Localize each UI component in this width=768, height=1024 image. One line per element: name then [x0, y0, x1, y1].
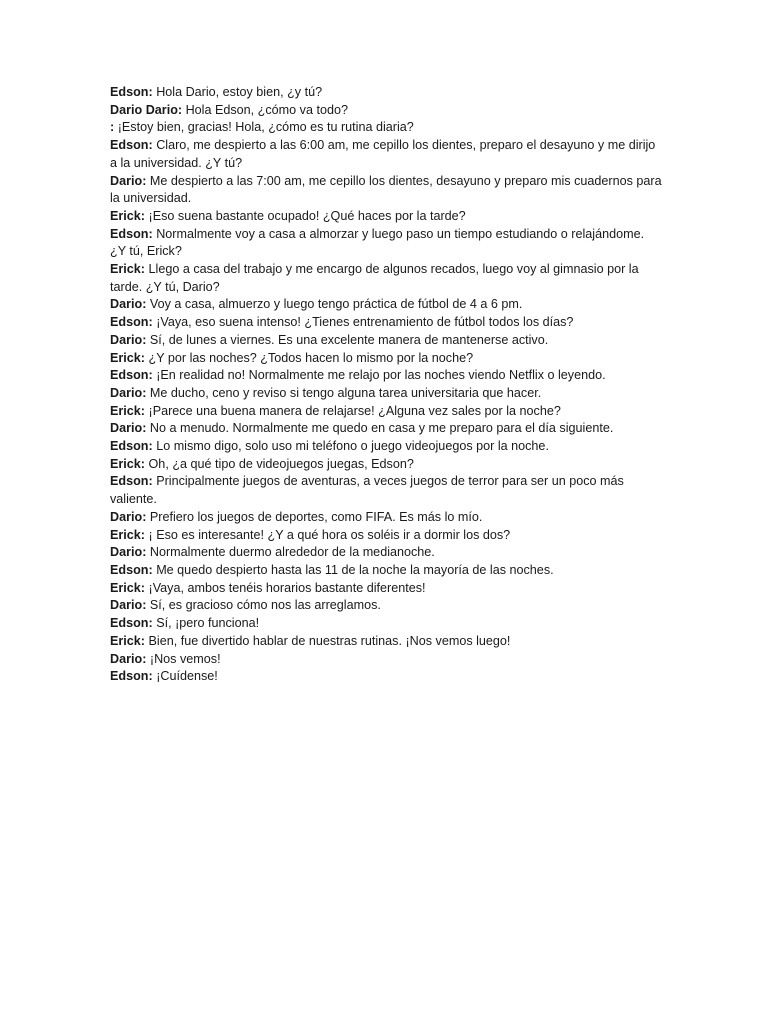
- dialogue-line: [110, 633, 662, 651]
- dialogue-line: [110, 385, 662, 403]
- dialogue-line: [110, 119, 662, 137]
- utterance-text: Normalmente voy a casa a almorzar y luego paso un tiempo estudiando o relajándome. ¿Y tú, Erick?: [110, 226, 645, 259]
- speaker-name: Dario:: [110, 509, 147, 524]
- speaker-name: Erick:: [110, 403, 146, 418]
- dialogue-line: [110, 438, 662, 456]
- utterance-text: Oh, ¿a qué tipo de videojuegos juegas, Edson?: [148, 456, 414, 471]
- dialogue-line: [110, 296, 662, 314]
- utterance-text: Hola Dario, estoy bien, ¿y tú?: [156, 85, 323, 99]
- speaker-name: Edson:: [110, 562, 153, 577]
- dialogue-line: [110, 580, 662, 598]
- dialogue-line: [110, 314, 662, 332]
- speaker-name: Dario Dario:: [110, 102, 183, 117]
- dialogue-line: [110, 527, 662, 545]
- dialogue-line: [110, 84, 662, 102]
- utterance-text: ¡Vaya, ambos tenéis horarios bastante diferentes!: [148, 580, 426, 595]
- dialogue-line: [110, 137, 662, 172]
- speaker-name: :: [110, 120, 115, 135]
- dialogue-line: [110, 420, 662, 438]
- dialogue-line: [110, 332, 662, 350]
- speaker-name: Dario:: [110, 598, 147, 613]
- utterance-text: ¡Vaya, eso suena intenso! ¿Tienes entrenamiento de fútbol todos los días?: [156, 315, 574, 330]
- speaker-name: Edson:: [110, 226, 153, 241]
- utterance-text: Me despierto a las 7:00 am, me cepillo los dientes, desayuno y preparo mis cuadernos para la universidad.: [110, 173, 662, 206]
- speaker-name: Edson:: [110, 368, 153, 383]
- dialogue-line: [110, 544, 662, 562]
- speaker-name: Erick:: [110, 527, 146, 542]
- dialogue-line: [110, 261, 662, 296]
- utterance-text: ¡Eso suena bastante ocupado! ¿Qué haces por la tarde?: [148, 208, 466, 223]
- dialogue-line: [110, 102, 662, 120]
- speaker-name: Edson:: [110, 616, 153, 631]
- speaker-name: Erick:: [110, 208, 146, 223]
- speaker-name: Erick:: [110, 580, 146, 595]
- dialogue-line: [110, 651, 662, 669]
- dialogue-line: [110, 173, 662, 208]
- speaker-name: Dario:: [110, 421, 147, 436]
- dialogue-line: [110, 597, 662, 615]
- utterance-text: Llego a casa del trabajo y me encargo de algunos recados, luego voy al gimnasio por la tarde. ¿Y tú, Dario?: [110, 262, 639, 294]
- speaker-name: Dario:: [110, 651, 147, 666]
- utterance-text: Me quedo despierto hasta las 11 de la noche la mayoría de las noches.: [156, 562, 554, 577]
- dialogue-line: [110, 562, 662, 580]
- dialogue-line: [110, 615, 662, 633]
- dialogue-line: [110, 509, 662, 527]
- speaker-name: Edson:: [110, 138, 153, 153]
- utterance-text: Lo mismo digo, solo uso mi teléfono o juego videojuegos por la noche.: [156, 439, 549, 454]
- speaker-name: Edson:: [110, 669, 153, 684]
- utterance-text: ¡Estoy bien, gracias! Hola, ¿cómo es tu rutina diaria?: [117, 120, 414, 135]
- dialogue-line: [110, 473, 662, 508]
- utterance-text: Sí, de lunes a viernes. Es una excelente manera de mantenerse activo.: [149, 332, 549, 347]
- speaker-name: Edson:: [110, 439, 153, 454]
- speaker-name: Dario:: [110, 545, 147, 560]
- dialogue-line: [110, 403, 662, 421]
- utterance-text: Hola Edson, ¿cómo va todo?: [185, 102, 348, 117]
- utterance-text: Sí, es gracioso cómo nos las arreglamos.: [149, 598, 381, 613]
- speaker-name: Dario:: [110, 332, 147, 347]
- dialogue-line: [110, 208, 662, 226]
- utterance-text: ¡Nos vemos!: [149, 651, 221, 666]
- utterance-text: Me ducho, ceno y reviso si tengo alguna tarea universitaria que hacer.: [149, 385, 542, 400]
- utterance-text: ¡En realidad no! Normalmente me relajo por las noches viendo Netflix o leyendo.: [156, 368, 606, 383]
- speaker-name: Edson:: [110, 85, 153, 99]
- utterance-text: Bien, fue divertido hablar de nuestras rutinas. ¡Nos vemos luego!: [148, 633, 511, 648]
- utterance-text: Principalmente juegos de aventuras, a veces juegos de terror para ser un poco más valiente.: [110, 474, 624, 507]
- utterance-text: Claro, me despierto a las 6:00 am, me cepillo los dientes, preparo el desayuno y me dirijo a la universidad. ¿Y tú?: [110, 138, 656, 170]
- utterance-text: No a menudo. Normalmente me quedo en casa y me preparo para el día siguiente.: [149, 421, 614, 436]
- speaker-name: Erick:: [110, 262, 146, 277]
- speaker-name: Edson:: [110, 315, 153, 330]
- utterance-text: ¿Y por las noches? ¿Todos hacen lo mismo por la noche?: [148, 350, 474, 365]
- speaker-name: Erick:: [110, 456, 146, 471]
- speaker-name: Erick:: [110, 633, 146, 648]
- dialogue-line: [110, 456, 662, 474]
- dialogue-line: [110, 668, 662, 686]
- speaker-name: Dario:: [110, 297, 147, 312]
- utterance-text: Normalmente duermo alrededor de la medianoche.: [149, 545, 435, 560]
- speaker-name: Erick:: [110, 350, 146, 365]
- utterance-text: Prefiero los juegos de deportes, como FIFA. Es más lo mío.: [149, 509, 483, 524]
- dialogue-line: [110, 367, 662, 385]
- dialogue-line: [110, 226, 662, 261]
- utterance-text: ¡ Eso es interesante! ¿Y a qué hora os soléis ir a dormir los dos?: [148, 527, 511, 542]
- utterance-text: Voy a casa, almuerzo y luego tengo práctica de fútbol de 4 a 6 pm.: [149, 297, 523, 312]
- speaker-name: Dario:: [110, 173, 147, 188]
- utterance-text: ¡Cuídense!: [156, 669, 218, 684]
- dialogue-transcript: [110, 84, 662, 686]
- speaker-name: Edson:: [110, 474, 153, 489]
- speaker-name: Dario:: [110, 385, 147, 400]
- utterance-text: Sí, ¡pero funciona!: [156, 616, 260, 631]
- dialogue-line: [110, 350, 662, 368]
- utterance-text: ¡Parece una buena manera de relajarse! ¿Alguna vez sales por la noche?: [148, 403, 561, 418]
